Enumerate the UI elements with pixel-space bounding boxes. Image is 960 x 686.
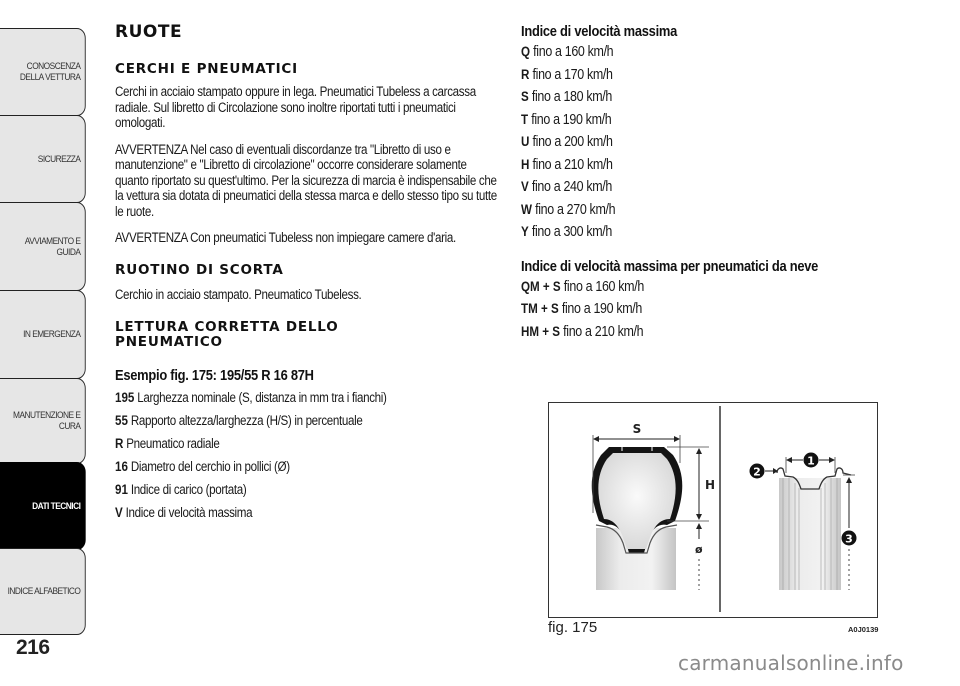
tab-label: IN EMERGENZA (23, 329, 81, 340)
list-item: H fino a 210 km/h (521, 156, 613, 173)
list-item: R Pneumatico radiale (115, 436, 220, 451)
label-h: H (705, 478, 716, 492)
page-title: RUOTE (115, 22, 183, 42)
list-item: V fino a 240 km/h (521, 179, 612, 195)
tab-label: MANUTENZIONE E CURA (13, 410, 81, 432)
speed-index-list (521, 41, 901, 244)
list-item: S fino a 180 km/h (521, 89, 612, 105)
tab-label: SICUREZZA (37, 153, 81, 165)
svg-text:3: 3 (845, 532, 853, 546)
list-item: V Indice di velocità massima (115, 505, 253, 520)
tyre-diagram (548, 402, 878, 618)
paragraph-avvertenza-2: AVVERTENZA Con pneumatici Tubeless non impiegare camere d'aria. (115, 230, 456, 245)
list-item: QM + S fino a 160 km/h (521, 278, 644, 295)
section-heading-lettura: LETTURA CORRETTA DELLO PNEUMATICO (115, 319, 339, 350)
list-item: U fino a 200 km/h (521, 134, 613, 150)
tab-avviamento-e-guida[interactable] (0, 202, 86, 291)
tab-dati-tecnici[interactable] (0, 462, 86, 550)
list-item: 55 Rapporto altezza/larghezza (H/S) in percentuale (115, 413, 363, 428)
watermark: carmanualsonline.info (678, 651, 904, 675)
list-item: R fino a 170 km/h (521, 66, 613, 83)
speed-index-heading: Indice di velocità massima (521, 23, 678, 40)
list-item: HM + S fino a 210 km/h (521, 323, 644, 340)
svg-text:2: 2 (753, 465, 761, 479)
left-column (115, 22, 500, 524)
list-item: Q fino a 160 km/h (521, 44, 614, 60)
list-item: TM + S fino a 190 km/h (521, 301, 642, 317)
paragraph-avvertenza-1: AVVERTENZA Nel caso di eventuali discordanze tra "Libretto di uso e manutenzione" e "Libretto di circolazione" occorre considerare solamente quanto riportato su quest'ultimo. Per la sicurezza di marcia è indispensabile che la vettura sia dotata di pneumatici della stessa marca e dello stesso tipo su tutte le ruote. (115, 141, 497, 219)
list-item: W fino a 270 km/h (521, 201, 616, 218)
label-s: S (632, 422, 642, 436)
tyre-cross-section-illustration (549, 403, 876, 616)
svg-text:1: 1 (807, 454, 815, 468)
figure-caption: fig. 175 (548, 619, 598, 636)
tab-label: CONOSCENZA DELLA VETTURA (19, 61, 81, 83)
paragraph-ruotino: Cerchio in acciaio stampato. Pneumatico Tubeless. (115, 286, 362, 302)
tab-label: AVVIAMENTO E GUIDA (24, 235, 81, 258)
tab-label: DATI TECNICI (32, 500, 81, 512)
tab-indice-alfabetico[interactable] (0, 548, 86, 635)
tab-conoscenza-della-vettura[interactable] (0, 28, 86, 116)
page-number: 216 (16, 636, 50, 659)
tyre-example-heading: Esempio fig. 175: 195/55 R 16 87H (115, 367, 314, 384)
snow-speed-heading: Indice di velocità massima per pneumatici da neve (521, 257, 819, 275)
label-diameter: ø (695, 543, 703, 556)
snow-speed-list (521, 276, 901, 344)
section-heading-cerchi: CERCHI E PNEUMATICI (115, 61, 298, 77)
list-item: 195 Larghezza nominale (S, distanza in mm tra i fianchi) (115, 390, 387, 405)
tab-label: INDICE ALFABETICO (7, 586, 81, 597)
list-item: Y fino a 300 km/h (521, 224, 612, 240)
tab-manutenzione-e-cura[interactable] (0, 378, 86, 464)
section-heading-ruotino: RUOTINO DI SCORTA (115, 261, 284, 278)
list-item: T fino a 190 km/h (521, 111, 612, 128)
right-column (521, 23, 901, 343)
list-item: 91 Indice di carico (portata) (115, 482, 247, 497)
tab-in-emergenza[interactable] (0, 290, 86, 379)
figure-code: A0J0139 (848, 625, 879, 634)
list-item: 16 Diametro del cerchio in pollici (Ø) (115, 459, 290, 474)
tyre-code-list (115, 386, 500, 524)
tab-sicurezza[interactable] (0, 115, 86, 203)
paragraph-cerchi: Cerchi in acciaio stampato oppure in lega. Pneumatici Tubeless a carcassa radiale. Sul libretto di Circolazione sono inoltre riportati tutti i pneumatici omologati. (115, 84, 476, 130)
